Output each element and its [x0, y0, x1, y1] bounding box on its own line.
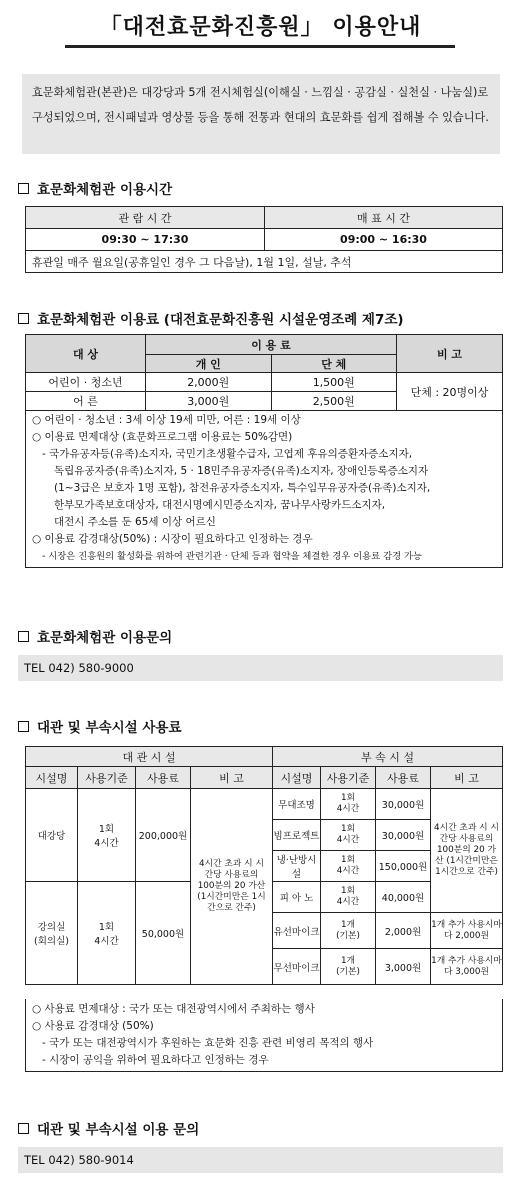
- equip-name: 냉·난방시설: [273, 851, 321, 882]
- rental-inquiry-tel: TEL 042) 580-9014: [18, 1147, 503, 1173]
- equip-fee: 30,000원: [376, 789, 431, 820]
- hours-closed-days: 휴관일 매주 월요일(공휴일인 경우 그 다음날), 1월 1일, 설날, 추석: [26, 251, 503, 273]
- section-rental: [18, 716, 182, 736]
- rental-h-note: 비 고: [191, 767, 273, 789]
- section-rental-inquiry: [18, 1118, 199, 1138]
- rental-h-left: 대 관 시 설: [26, 747, 273, 767]
- hall-name: 강의실 (회의실): [26, 882, 78, 985]
- equip-name: 빔프로젝트: [273, 820, 321, 851]
- checkbox-bullet-icon: [18, 721, 29, 732]
- hall-fee: 200,000원: [136, 789, 191, 882]
- section-inquiry-title: 효문화체험관 이용문의: [37, 630, 173, 646]
- rental-h-fee: 사용료: [136, 767, 191, 789]
- hall-fee: 50,000원: [136, 882, 191, 985]
- fees-note-line: 한부모가족보호대상자, 대전시명예시민증소지자, 꿈나무사랑카드소지자,: [54, 499, 386, 511]
- fees-notes: [25, 410, 503, 568]
- rental-table: [25, 746, 503, 985]
- rental-h-name: 시설명: [273, 767, 321, 789]
- page-title: 「대전효문화진흥원」 이용안내: [99, 15, 422, 40]
- section-fees: [18, 308, 404, 328]
- equip-fee: 30,000원: [376, 820, 431, 851]
- rental-h-right: 부 속 시 설: [273, 747, 503, 767]
- equip-fee: 3,000원: [376, 949, 431, 985]
- equip-name: 무대조명: [273, 789, 321, 820]
- equip-basis: 1회 4시간: [321, 820, 376, 851]
- fees-note-line: ○ 이용료 감경대상(50%) : 시장이 필요하다고 인정하는 경우: [32, 533, 313, 545]
- checkbox-bullet-icon: [18, 183, 29, 194]
- fees-note-line: (1~3급은 보호자 1명 포함), 참전유공자증소지자, 특수임무유공자증(유족)소지자,: [54, 482, 431, 494]
- equip-basis: 1개 (기본): [321, 949, 376, 985]
- fees-h-group: 단 체: [271, 355, 397, 373]
- hall-basis: 1회 4시간: [78, 789, 136, 882]
- section-hours: [18, 178, 172, 198]
- hours-table: [25, 206, 503, 273]
- equip-fee: 2,000원: [376, 913, 431, 949]
- hours-col-viewing: 관 람 시 간: [26, 207, 265, 229]
- checkbox-bullet-icon: [18, 631, 29, 642]
- fees-note-line: 독립유공자증(유족)소지자, 5 · 18민주유공자증(유족)소지자, 장애인등록증소지자: [54, 465, 429, 477]
- equip-basis: 1회 4시간: [321, 851, 376, 882]
- rental-h-note: 비 고: [431, 767, 503, 789]
- hours-ticket-value: 09:00 ~ 16:30: [265, 229, 503, 251]
- equip-basis: 1개 (기본): [321, 913, 376, 949]
- fees-h-note: 비 고: [397, 335, 503, 373]
- hall-note: 4시간 초과 시 시간당 사용료의 100분의 20 가산 (1시간미만은 1시간으로 간주): [191, 789, 273, 985]
- equip-name: 무선마이크: [273, 949, 321, 985]
- fees-row-target: 어 른: [26, 392, 146, 411]
- fees-h-target: 대 상: [26, 335, 146, 373]
- section-rental-title: 대관 및 부속시설 사용료: [37, 720, 182, 736]
- equip-basis: 1회 4시간: [321, 882, 376, 913]
- fees-row-group: 1,500원: [271, 373, 397, 392]
- fees-row-individual: 2,000원: [146, 373, 272, 392]
- fees-note-line: - 국가유공자등(유족)소지자, 국민기초생활수급자, 고엽제 후유의증환자증소지자,: [42, 448, 413, 460]
- equip-extra-note: 1개 추가 사용시마다 3,000원: [431, 949, 503, 985]
- section-hours-title: 효문화체험관 이용시간: [37, 182, 173, 198]
- equip-fee: 40,000원: [376, 882, 431, 913]
- equip-name: 피 아 노: [273, 882, 321, 913]
- section-inquiry: [18, 626, 172, 646]
- intro-text: 효문화체험관(본관)은 대강당과 5개 전시체험실(이해실 · 느낌실 · 공감실 · 실천실 · 나눔실)로 구성되었으며, 전시패널과 영상물 등을 통해 전통과 현대의 효문화를 쉽게 접해볼 수 있습니다.: [22, 74, 500, 154]
- equip-note: 4시간 초과 시 시간당 사용료의 100분의 20 가산 (1시간미만은 1시간으로 간주): [431, 789, 503, 913]
- hours-col-ticket: 매 표 시 간: [265, 207, 503, 229]
- rental-note-line: ○ 사용료 면제대상 : 국가 또는 대전광역시에서 주최하는 행사: [32, 1003, 315, 1015]
- equip-fee: 150,000원: [376, 851, 431, 882]
- fees-row-target: 어린이 · 청소년: [26, 373, 146, 392]
- rental-note-line: ○ 사용료 감경대상 (50%): [32, 1020, 154, 1032]
- section-fees-title: 효문화체험관 이용료 (대전효문화진흥원 시설운영조례 제7조): [37, 312, 404, 328]
- fees-note-line: ○ 이용료 면제대상 (효문화프로그램 이용료는 50%감면): [32, 431, 293, 443]
- fees-row-individual: 3,000원: [146, 392, 272, 411]
- inquiry-tel: TEL 042) 580-9000: [18, 655, 503, 681]
- title-underline: [65, 45, 455, 48]
- checkbox-bullet-icon: [18, 1123, 29, 1134]
- fees-h-fee: 이 용 료: [146, 335, 397, 355]
- equip-name: 유선마이크: [273, 913, 321, 949]
- fees-row-group: 2,500원: [271, 392, 397, 411]
- rental-h-fee: 사용료: [376, 767, 431, 789]
- rental-h-basis: 사용기준: [321, 767, 376, 789]
- equip-extra-note: 1개 추가 사용시마다 2,000원: [431, 913, 503, 949]
- hours-viewing-value: 09:30 ~ 17:30: [26, 229, 265, 251]
- rental-note-line: - 시장이 공익을 위하여 필요하다고 인정하는 경우: [42, 1054, 269, 1066]
- hall-name: 대강당: [26, 789, 78, 882]
- fees-h-individual: 개 인: [146, 355, 272, 373]
- fees-note-line: 대전시 주소를 둔 65세 이상 어르신: [54, 516, 216, 528]
- fees-note-line: ○ 어린이 · 청소년 : 3세 이상 19세 미만, 어른 : 19세 이상: [32, 414, 301, 426]
- rental-note-line: - 국가 또는 대전광역시가 후원하는 효문화 진흥 관련 비영리 목적의 행사: [42, 1037, 374, 1049]
- section-rental-inquiry-title: 대관 및 부속시설 이용 문의: [37, 1122, 200, 1138]
- rental-h-basis: 사용기준: [78, 767, 136, 789]
- fees-note: 단체 : 20명이상: [397, 373, 503, 411]
- checkbox-bullet-icon: [18, 313, 29, 324]
- hall-basis: 1회 4시간: [78, 882, 136, 985]
- fees-note-line: - 시장은 진흥원의 활성화를 위하여 관련기관 · 단체 등과 협약을 체결한 경우 이용료 감경 가능: [42, 551, 422, 562]
- rental-notes: [25, 999, 503, 1072]
- fees-table: [25, 334, 503, 411]
- rental-h-name: 시설명: [26, 767, 78, 789]
- equip-basis: 1회 4시간: [321, 789, 376, 820]
